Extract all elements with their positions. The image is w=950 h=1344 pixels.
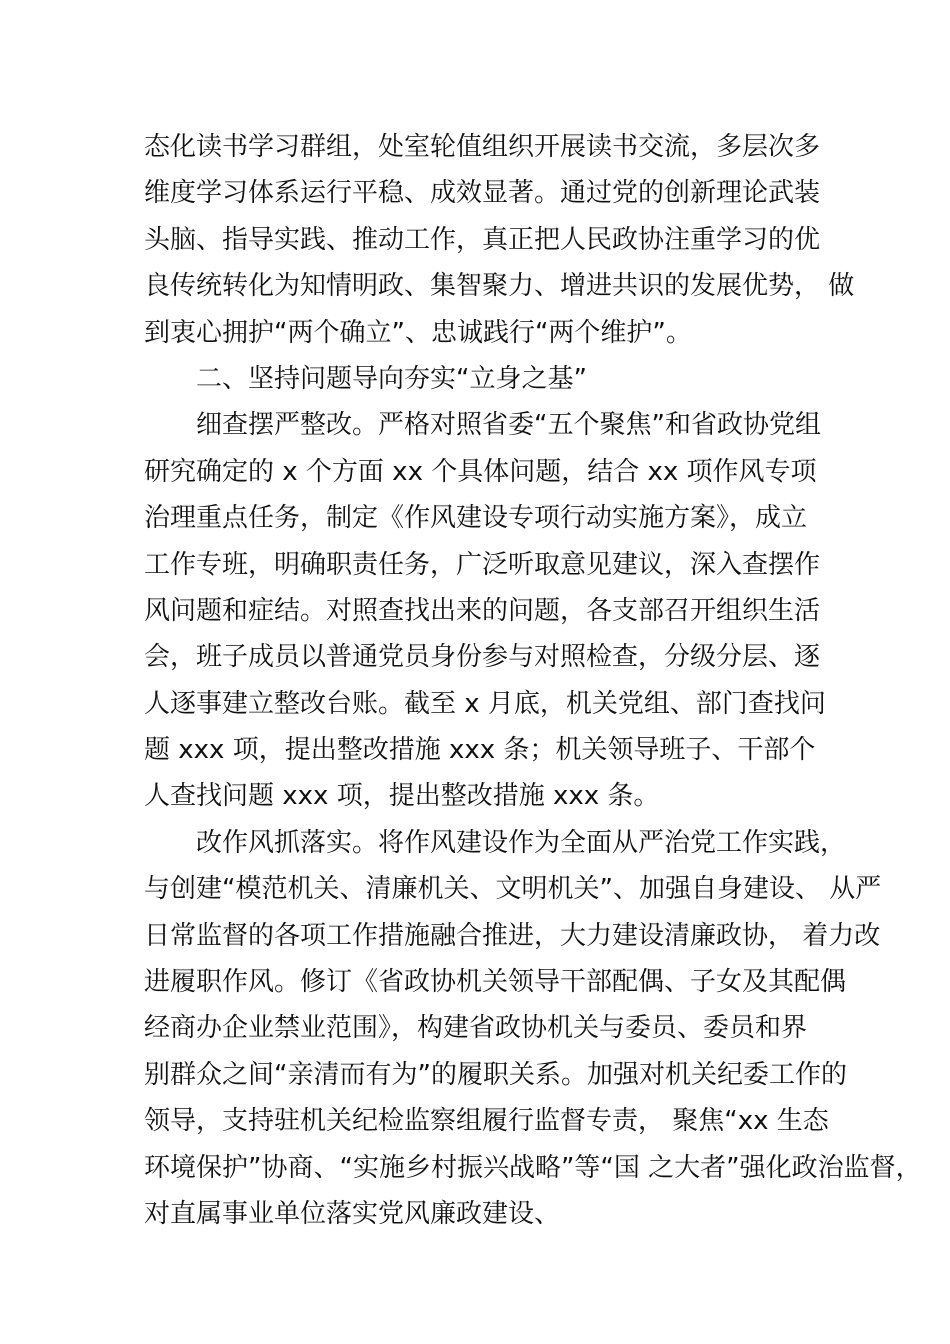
text-line: 与创建“模范机关、清廉机关、文明机关”、加强自身建设、 从严 [144,874,882,905]
text-line: 人逐事建立整改台账。截至 x 月底，机关党组、部门查找问 [144,688,826,719]
text-line: 风问题和症结。对照查找出来的问题，各支部召开组织生活 [144,595,821,626]
text-line: 日常监督的各项工作措施融合推进，大力建设清廉政协， 着力改 [144,920,881,951]
text-line: 细查摆严整改。严格对照省委“五个聚焦”和省政协党组 [196,410,821,441]
text-line: 改作风抓落实。将作风建设作为全面从严治党工作实践， [196,827,847,858]
text-line: 会，班子成员以普通党员身份参与对照检查，分级分层、逐 [144,642,821,673]
text-line: 工作专班，明确职责任务，广泛听取意见建议，深入查摆作 [144,549,821,580]
text-line: 经商办企业禁业范围》，构建省政协机关与委员、委员和界 [144,1013,808,1044]
document-body [144,124,922,1237]
text-line: 头脑、指导实践、推动工作，真正把人民政协注重学习的优 [144,224,821,255]
text-line: 治理重点任务，制定《作风建设专项行动实施方案》，成立 [144,503,808,534]
paragraph-2 [144,402,844,820]
text-line: 别群众之间“亲清而有为”的履职关系。加强对机关纪委工作的 [144,1059,847,1090]
paragraph-1 [144,124,855,356]
text-line: 人查找问题 xxx 项，提出整改措施 xxx 条。 [144,781,660,812]
text-line: 研究确定的 x 个方面 xx 个具体问题，结合 xx 项作风专项 [144,456,817,487]
text-line: 到衷心拥护“两个确立”、忠诚践行“两个维护”。 [144,317,692,348]
text-line: 对直属事业单位落实党风廉政建设、 [144,1198,561,1229]
paragraph-3 [144,820,922,1238]
text-line: 题 xxx 项，提出整改措施 xxx 条；机关领导班子、干部个 [144,735,816,766]
text-line: 维度学习体系运行平稳、成效显著。通过党的创新理论武装 [144,178,821,209]
text-line: 态化读书学习群组，处室轮值组织开展读书交流，多层次多 [144,132,821,162]
text-line: 良传统转化为知情明政、集智聚力、增进共识的发展优势， 做 [144,271,855,302]
text-line: 环境保护”协商、“实施乡村振兴战略”等“国 之大者”强化政治监督， [144,1152,922,1183]
text-line: 进履职作风。修订《省政协机关领导干部配偶、子女及其配偶 [144,967,847,998]
text-line: 领导，支持驻机关纪检监察组履行监督专责， 聚焦“xx 生态 [144,1106,829,1137]
section-heading: 二、坚持问题导向夯实“立身之基” [196,363,587,394]
